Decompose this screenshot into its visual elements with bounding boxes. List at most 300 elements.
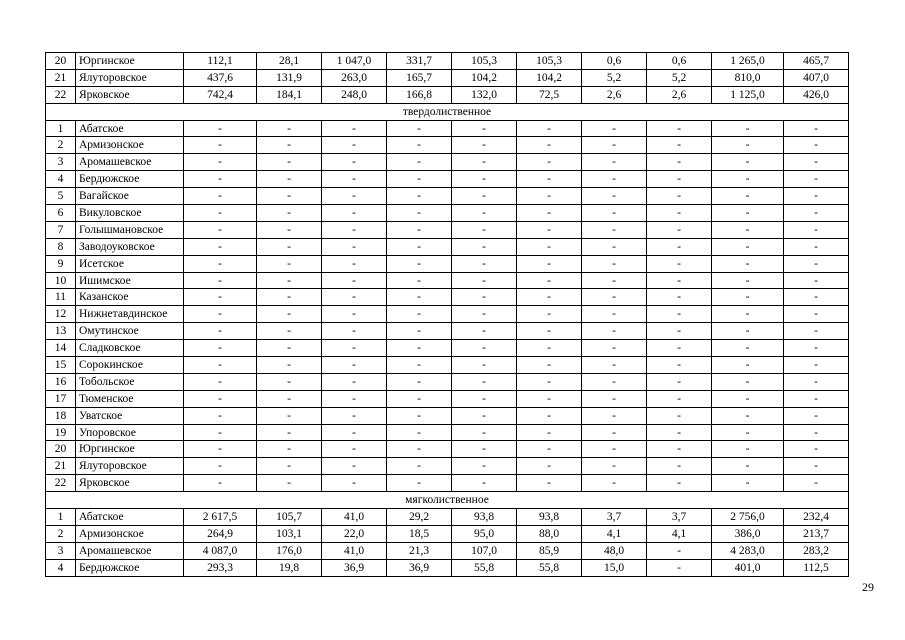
value-cell: - — [452, 390, 517, 407]
value-cell: - — [784, 357, 849, 374]
value-cell: - — [582, 238, 647, 255]
value-cell: 465,7 — [784, 53, 849, 70]
row-number: 3 — [46, 542, 76, 559]
district-name: Абатское — [76, 509, 184, 526]
value-cell: 4,1 — [582, 525, 647, 542]
value-cell: 4 087,0 — [184, 542, 257, 559]
value-cell: - — [517, 340, 582, 357]
value-cell: - — [452, 255, 517, 272]
district-name: Бердюжское — [76, 559, 184, 576]
value-cell: - — [647, 441, 712, 458]
value-cell: - — [712, 424, 784, 441]
value-cell: 2,6 — [582, 86, 647, 103]
value-cell: 104,2 — [517, 69, 582, 86]
district-name: Голышмановское — [76, 221, 184, 238]
value-cell: - — [184, 120, 257, 137]
value-cell: - — [184, 323, 257, 340]
value-cell: - — [647, 289, 712, 306]
value-cell: 263,0 — [322, 69, 387, 86]
value-cell: - — [257, 238, 322, 255]
value-cell: - — [387, 390, 452, 407]
value-cell: 112,5 — [784, 559, 849, 576]
value-cell: - — [517, 323, 582, 340]
value-cell: - — [184, 340, 257, 357]
value-cell: - — [712, 306, 784, 323]
value-cell: - — [712, 390, 784, 407]
table-row — [46, 69, 849, 86]
value-cell: 4,1 — [647, 525, 712, 542]
value-cell: - — [582, 306, 647, 323]
row-number: 21 — [46, 69, 76, 86]
value-cell: - — [322, 171, 387, 188]
value-cell: - — [452, 441, 517, 458]
value-cell: - — [582, 357, 647, 374]
value-cell: - — [784, 424, 849, 441]
table-row — [46, 289, 849, 306]
table-row — [46, 340, 849, 357]
value-cell: 3,7 — [647, 509, 712, 526]
district-name: Юргинское — [76, 53, 184, 70]
value-cell: - — [784, 373, 849, 390]
value-cell: - — [784, 475, 849, 492]
value-cell: - — [387, 221, 452, 238]
value-cell: - — [647, 458, 712, 475]
row-number: 6 — [46, 205, 76, 222]
value-cell: - — [517, 475, 582, 492]
value-cell: - — [582, 205, 647, 222]
district-name: Упоровское — [76, 424, 184, 441]
value-cell: 48,0 — [582, 542, 647, 559]
district-name: Армизонское — [76, 137, 184, 154]
value-cell: - — [712, 171, 784, 188]
value-cell: - — [322, 255, 387, 272]
district-name: Викуловское — [76, 205, 184, 222]
value-cell: - — [184, 171, 257, 188]
section-header-row — [46, 492, 849, 509]
value-cell: - — [452, 306, 517, 323]
value-cell: - — [784, 154, 849, 171]
value-cell: - — [322, 458, 387, 475]
value-cell: - — [322, 441, 387, 458]
table-row — [46, 120, 849, 137]
value-cell: - — [712, 357, 784, 374]
value-cell: 264,9 — [184, 525, 257, 542]
row-number: 16 — [46, 373, 76, 390]
value-cell: - — [517, 407, 582, 424]
value-cell: - — [712, 255, 784, 272]
value-cell: - — [184, 390, 257, 407]
value-cell: - — [387, 373, 452, 390]
value-cell: 107,0 — [452, 542, 517, 559]
value-cell: - — [517, 424, 582, 441]
data-table — [45, 52, 849, 577]
section-title: твердолиственное — [46, 103, 849, 120]
value-cell: - — [452, 357, 517, 374]
value-cell: 810,0 — [712, 69, 784, 86]
value-cell: - — [322, 407, 387, 424]
value-cell: - — [387, 306, 452, 323]
value-cell: - — [582, 407, 647, 424]
value-cell: 55,8 — [452, 559, 517, 576]
row-number: 9 — [46, 255, 76, 272]
value-cell: - — [257, 424, 322, 441]
value-cell: - — [582, 458, 647, 475]
value-cell: - — [387, 188, 452, 205]
value-cell: - — [387, 340, 452, 357]
value-cell: - — [452, 238, 517, 255]
value-cell: - — [582, 390, 647, 407]
value-cell: - — [257, 289, 322, 306]
value-cell: 426,0 — [784, 86, 849, 103]
value-cell: - — [322, 205, 387, 222]
value-cell: - — [784, 289, 849, 306]
value-cell: - — [582, 289, 647, 306]
district-name: Ярковское — [76, 86, 184, 103]
value-cell: - — [647, 407, 712, 424]
value-cell: 165,7 — [387, 69, 452, 86]
district-name: Армизонское — [76, 525, 184, 542]
value-cell: - — [784, 137, 849, 154]
value-cell: - — [712, 120, 784, 137]
value-cell: 3,7 — [582, 509, 647, 526]
value-cell: - — [647, 120, 712, 137]
value-cell: - — [257, 205, 322, 222]
table-body — [46, 53, 849, 577]
value-cell: 72,5 — [517, 86, 582, 103]
value-cell: - — [647, 542, 712, 559]
value-cell: - — [322, 357, 387, 374]
value-cell: 386,0 — [712, 525, 784, 542]
value-cell: - — [647, 340, 712, 357]
value-cell: - — [257, 458, 322, 475]
value-cell: 283,2 — [784, 542, 849, 559]
value-cell: - — [582, 255, 647, 272]
value-cell: 95,0 — [452, 525, 517, 542]
value-cell: - — [387, 475, 452, 492]
value-cell: - — [387, 154, 452, 171]
value-cell: - — [712, 373, 784, 390]
value-cell: - — [322, 289, 387, 306]
value-cell: - — [184, 306, 257, 323]
value-cell: 105,7 — [257, 509, 322, 526]
district-name: Сладковское — [76, 340, 184, 357]
district-name: Заводоуковское — [76, 238, 184, 255]
value-cell: 88,0 — [517, 525, 582, 542]
table-row — [46, 323, 849, 340]
value-cell: - — [784, 188, 849, 205]
value-cell: 1 125,0 — [712, 86, 784, 103]
value-cell: - — [712, 458, 784, 475]
value-cell: - — [582, 154, 647, 171]
value-cell: - — [582, 272, 647, 289]
value-cell: 4 283,0 — [712, 542, 784, 559]
value-cell: - — [582, 120, 647, 137]
value-cell: 132,0 — [452, 86, 517, 103]
value-cell: - — [452, 323, 517, 340]
value-cell: - — [517, 373, 582, 390]
value-cell: - — [784, 390, 849, 407]
table-row — [46, 390, 849, 407]
value-cell: - — [184, 221, 257, 238]
district-name: Ялуторовское — [76, 458, 184, 475]
value-cell: - — [712, 238, 784, 255]
value-cell: - — [387, 272, 452, 289]
value-cell: - — [517, 255, 582, 272]
value-cell: 2,6 — [647, 86, 712, 103]
table-row — [46, 357, 849, 374]
value-cell: - — [647, 306, 712, 323]
row-number: 22 — [46, 475, 76, 492]
value-cell: 407,0 — [784, 69, 849, 86]
value-cell: - — [647, 475, 712, 492]
value-cell: - — [517, 272, 582, 289]
value-cell: - — [452, 188, 517, 205]
value-cell: - — [257, 154, 322, 171]
district-name: Тобольское — [76, 373, 184, 390]
value-cell: - — [582, 188, 647, 205]
value-cell: - — [184, 238, 257, 255]
value-cell: - — [452, 458, 517, 475]
row-number: 5 — [46, 188, 76, 205]
value-cell: - — [184, 137, 257, 154]
value-cell: - — [257, 340, 322, 357]
value-cell: 2 617,5 — [184, 509, 257, 526]
value-cell: - — [452, 272, 517, 289]
table-row — [46, 205, 849, 222]
row-number: 19 — [46, 424, 76, 441]
row-number: 20 — [46, 53, 76, 70]
value-cell: - — [322, 475, 387, 492]
table-row — [46, 306, 849, 323]
value-cell: - — [387, 255, 452, 272]
district-name: Уватское — [76, 407, 184, 424]
value-cell: - — [387, 407, 452, 424]
value-cell: - — [257, 171, 322, 188]
value-cell: - — [387, 171, 452, 188]
value-cell: - — [322, 221, 387, 238]
value-cell: - — [582, 373, 647, 390]
value-cell: - — [257, 407, 322, 424]
value-cell: - — [647, 171, 712, 188]
table-row — [46, 238, 849, 255]
value-cell: - — [647, 390, 712, 407]
value-cell: 18,5 — [387, 525, 452, 542]
table-row — [46, 458, 849, 475]
value-cell: - — [647, 559, 712, 576]
value-cell: - — [784, 272, 849, 289]
district-name: Нижнетавдинское — [76, 306, 184, 323]
value-cell: - — [184, 424, 257, 441]
value-cell: - — [387, 238, 452, 255]
value-cell: - — [452, 340, 517, 357]
row-number: 15 — [46, 357, 76, 374]
row-number: 1 — [46, 509, 76, 526]
district-name: Аромашевское — [76, 154, 184, 171]
value-cell: - — [257, 120, 322, 137]
row-number: 22 — [46, 86, 76, 103]
value-cell: 184,1 — [257, 86, 322, 103]
value-cell: - — [712, 188, 784, 205]
value-cell: - — [582, 475, 647, 492]
row-number: 13 — [46, 323, 76, 340]
value-cell: - — [387, 323, 452, 340]
table-row — [46, 373, 849, 390]
value-cell: - — [257, 357, 322, 374]
value-cell: - — [257, 441, 322, 458]
value-cell: - — [712, 272, 784, 289]
value-cell: 41,0 — [322, 509, 387, 526]
table-row — [46, 53, 849, 70]
value-cell: - — [784, 205, 849, 222]
value-cell: - — [452, 171, 517, 188]
value-cell: 19,8 — [257, 559, 322, 576]
value-cell: - — [322, 137, 387, 154]
row-number: 4 — [46, 559, 76, 576]
value-cell: - — [784, 221, 849, 238]
value-cell: - — [784, 255, 849, 272]
value-cell: 331,7 — [387, 53, 452, 70]
value-cell: - — [257, 272, 322, 289]
district-name: Ялуторовское — [76, 69, 184, 86]
value-cell: - — [387, 137, 452, 154]
value-cell: - — [322, 323, 387, 340]
value-cell: 248,0 — [322, 86, 387, 103]
value-cell: - — [452, 120, 517, 137]
value-cell: - — [184, 188, 257, 205]
table-row — [46, 525, 849, 542]
district-name: Ярковское — [76, 475, 184, 492]
value-cell: 104,2 — [452, 69, 517, 86]
value-cell: - — [387, 441, 452, 458]
value-cell: - — [712, 205, 784, 222]
value-cell: - — [647, 188, 712, 205]
value-cell: - — [517, 390, 582, 407]
value-cell: - — [784, 171, 849, 188]
value-cell: - — [712, 475, 784, 492]
value-cell: - — [322, 390, 387, 407]
table-row — [46, 221, 849, 238]
value-cell: - — [184, 475, 257, 492]
value-cell: - — [712, 407, 784, 424]
value-cell: 437,6 — [184, 69, 257, 86]
value-cell: 166,8 — [387, 86, 452, 103]
table-row — [46, 171, 849, 188]
value-cell: 742,4 — [184, 86, 257, 103]
value-cell: - — [452, 475, 517, 492]
value-cell: - — [712, 441, 784, 458]
value-cell: - — [257, 221, 322, 238]
value-cell: - — [322, 373, 387, 390]
value-cell: - — [322, 340, 387, 357]
row-number: 20 — [46, 441, 76, 458]
value-cell: - — [184, 441, 257, 458]
value-cell: - — [784, 340, 849, 357]
value-cell: 5,2 — [647, 69, 712, 86]
value-cell: - — [647, 424, 712, 441]
value-cell: - — [517, 154, 582, 171]
row-number: 1 — [46, 120, 76, 137]
row-number: 2 — [46, 137, 76, 154]
value-cell: 105,3 — [517, 53, 582, 70]
district-name: Тюменское — [76, 390, 184, 407]
value-cell: - — [257, 188, 322, 205]
row-number: 12 — [46, 306, 76, 323]
value-cell: 232,4 — [784, 509, 849, 526]
value-cell: 2 756,0 — [712, 509, 784, 526]
value-cell: - — [184, 154, 257, 171]
section-header-row — [46, 103, 849, 120]
value-cell: 41,0 — [322, 542, 387, 559]
row-number: 3 — [46, 154, 76, 171]
value-cell: 131,9 — [257, 69, 322, 86]
value-cell: - — [647, 238, 712, 255]
value-cell: - — [647, 221, 712, 238]
table-row — [46, 542, 849, 559]
row-number: 14 — [46, 340, 76, 357]
value-cell: - — [517, 441, 582, 458]
value-cell: - — [784, 458, 849, 475]
value-cell: - — [784, 323, 849, 340]
value-cell: - — [184, 255, 257, 272]
district-name: Омутинское — [76, 323, 184, 340]
value-cell: - — [452, 154, 517, 171]
value-cell: - — [452, 205, 517, 222]
value-cell: - — [712, 137, 784, 154]
value-cell: 112,1 — [184, 53, 257, 70]
row-number: 10 — [46, 272, 76, 289]
district-name: Аромашевское — [76, 542, 184, 559]
value-cell: - — [517, 188, 582, 205]
value-cell: - — [647, 154, 712, 171]
value-cell: 93,8 — [452, 509, 517, 526]
value-cell: - — [582, 137, 647, 154]
value-cell: - — [387, 120, 452, 137]
table-row — [46, 407, 849, 424]
value-cell: - — [784, 238, 849, 255]
value-cell: 93,8 — [517, 509, 582, 526]
row-number: 7 — [46, 221, 76, 238]
value-cell: - — [322, 424, 387, 441]
value-cell: 22,0 — [322, 525, 387, 542]
value-cell: - — [184, 357, 257, 374]
value-cell: 105,3 — [452, 53, 517, 70]
value-cell: - — [322, 306, 387, 323]
value-cell: 176,0 — [257, 542, 322, 559]
value-cell: 0,6 — [647, 53, 712, 70]
table-row — [46, 188, 849, 205]
value-cell: - — [712, 221, 784, 238]
value-cell: - — [647, 205, 712, 222]
value-cell: 5,2 — [582, 69, 647, 86]
value-cell: - — [387, 424, 452, 441]
value-cell: - — [647, 323, 712, 340]
value-cell: - — [647, 255, 712, 272]
value-cell: - — [712, 154, 784, 171]
row-number: 4 — [46, 171, 76, 188]
value-cell: 103,1 — [257, 525, 322, 542]
value-cell: 85,9 — [517, 542, 582, 559]
row-number: 2 — [46, 525, 76, 542]
value-cell: - — [712, 340, 784, 357]
value-cell: - — [452, 373, 517, 390]
value-cell: - — [322, 272, 387, 289]
value-cell: - — [257, 323, 322, 340]
value-cell: - — [184, 407, 257, 424]
value-cell: - — [452, 407, 517, 424]
table-row — [46, 559, 849, 576]
value-cell: 293,3 — [184, 559, 257, 576]
value-cell: - — [257, 390, 322, 407]
